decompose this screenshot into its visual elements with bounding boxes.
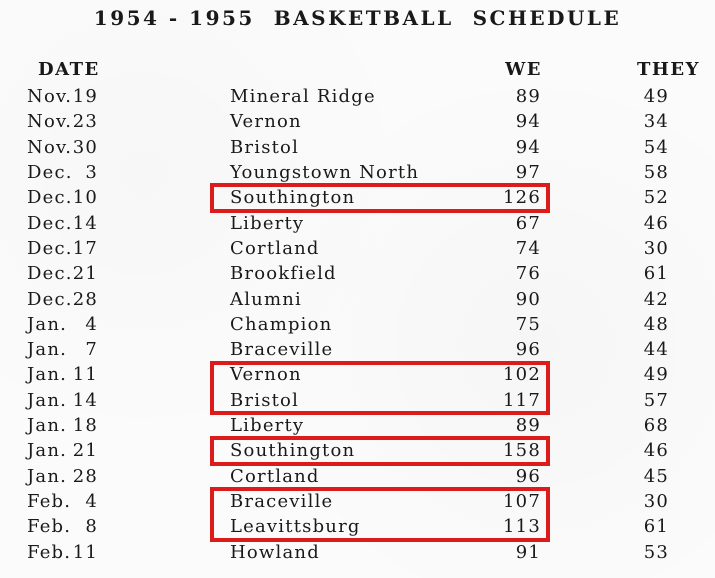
date-month: Jan. [27, 440, 68, 462]
we-score: 75 [515, 313, 541, 335]
schedule-row [0, 438, 715, 463]
schedule-row [0, 135, 715, 160]
they-score: 61 [643, 263, 669, 285]
schedule-row [0, 236, 715, 261]
date-month: Jan. [27, 364, 68, 386]
date-day: 28 [72, 288, 98, 310]
we-score: 89 [515, 86, 541, 107]
date-day: 10 [72, 187, 98, 209]
they-score: 49 [643, 364, 669, 386]
we-score: 94 [515, 136, 541, 158]
we-score: 96 [515, 339, 541, 361]
opponent-name: Champion [230, 313, 333, 335]
they-score: 46 [643, 212, 669, 234]
schedule-row [0, 211, 715, 236]
date-month: Feb. [27, 516, 72, 538]
date-month: Jan. [27, 389, 68, 411]
date-day: 14 [72, 389, 98, 411]
we-score: 102 [503, 364, 541, 386]
they-score: 30 [643, 237, 669, 259]
date-day: 21 [72, 440, 98, 462]
we-score: 96 [515, 465, 541, 487]
opponent-name: Liberty [230, 212, 305, 234]
opponent-name: Brookfield [230, 263, 337, 285]
schedule-row [0, 388, 715, 413]
date-day: 3 [85, 161, 98, 183]
date-month: Jan. [27, 339, 68, 361]
they-score: 54 [643, 136, 669, 158]
date-month: Dec. [27, 212, 73, 234]
schedule-row [0, 464, 715, 489]
opponent-name: Bristol [230, 136, 300, 158]
opponent-name: Bristol [230, 389, 300, 411]
we-score: 107 [503, 491, 541, 512]
they-score: 48 [643, 313, 669, 335]
date-month: Dec. [27, 161, 73, 183]
date-month: Jan. [27, 415, 68, 437]
we-score: 126 [503, 187, 541, 209]
date-month: Nov. [27, 136, 73, 158]
they-score: 68 [643, 415, 669, 437]
schedule-row [0, 514, 715, 539]
date-day: 30 [72, 136, 98, 158]
column-header-we: WE [505, 59, 542, 80]
schedule-row [0, 413, 715, 438]
they-score: 46 [643, 440, 669, 462]
schedule-row [0, 287, 715, 312]
date-day: 11 [72, 364, 98, 386]
they-score: 49 [643, 86, 669, 107]
date-day: 4 [85, 313, 98, 335]
date-month: Nov. [27, 86, 73, 107]
date-day: 18 [72, 415, 98, 437]
date-day: 14 [72, 212, 98, 234]
we-score: 74 [515, 237, 541, 259]
date-month: Feb. [27, 491, 72, 512]
they-score: 58 [643, 161, 669, 183]
we-score: 91 [515, 541, 541, 563]
we-score: 76 [515, 263, 541, 285]
date-day: 19 [72, 86, 98, 107]
they-score: 42 [643, 288, 669, 310]
page-title: 1954 - 1955 BASKETBALL SCHEDULE [93, 6, 622, 30]
they-score: 61 [643, 516, 669, 538]
opponent-name: Cortland [230, 465, 320, 487]
we-score: 94 [515, 111, 541, 133]
table-header-row [0, 57, 715, 83]
we-score: 113 [503, 516, 541, 538]
schedule-rows [0, 84, 715, 566]
schedule-row [0, 84, 715, 109]
date-day: 11 [72, 541, 98, 563]
we-score: 90 [515, 288, 541, 310]
they-score: 30 [643, 491, 669, 512]
schedule-row [0, 160, 715, 185]
schedule-row [0, 540, 715, 565]
date-month: Jan. [27, 313, 68, 335]
opponent-name: Vernon [230, 111, 302, 133]
opponent-name: Vernon [230, 364, 302, 386]
they-score: 53 [643, 541, 669, 563]
date-month: Feb. [27, 541, 72, 563]
schedule-row [0, 337, 715, 362]
date-day: 7 [85, 339, 98, 361]
we-score: 67 [515, 212, 541, 234]
column-header-they: THEY [637, 59, 700, 80]
opponent-name: Cortland [230, 237, 320, 259]
they-score: 57 [643, 389, 669, 411]
date-day: 17 [72, 237, 98, 259]
opponent-name: Leavittsburg [230, 516, 361, 538]
date-month: Nov. [27, 111, 73, 133]
opponent-name: Southington [230, 440, 356, 462]
opponent-name: Howland [230, 541, 320, 563]
date-day: 28 [72, 465, 98, 487]
schedule-row [0, 261, 715, 286]
column-header-date: DATE [38, 59, 100, 80]
we-score: 117 [503, 389, 541, 411]
date-day: 23 [72, 111, 98, 133]
date-day: 21 [72, 263, 98, 285]
opponent-name: Mineral Ridge [230, 86, 376, 107]
they-score: 34 [643, 111, 669, 133]
opponent-name: Liberty [230, 415, 305, 437]
date-month: Dec. [27, 187, 73, 209]
date-day: 8 [85, 516, 98, 538]
schedule-row [0, 312, 715, 337]
they-score: 52 [643, 187, 669, 209]
opponent-name: Braceville [230, 491, 334, 512]
we-score: 158 [503, 440, 541, 462]
date-month: Dec. [27, 288, 73, 310]
schedule-row [0, 362, 715, 387]
opponent-name: Braceville [230, 339, 334, 361]
they-score: 44 [643, 339, 669, 361]
date-month: Jan. [27, 465, 68, 487]
date-day: 4 [85, 491, 98, 512]
opponent-name: Southington [230, 187, 356, 209]
opponent-name: Alumni [230, 288, 302, 310]
opponent-name: Youngstown North [230, 161, 420, 183]
date-month: Dec. [27, 263, 73, 285]
schedule-row [0, 489, 715, 514]
schedule-row [0, 185, 715, 210]
date-month: Dec. [27, 237, 73, 259]
they-score: 45 [643, 465, 669, 487]
we-score: 89 [515, 415, 541, 437]
schedule-row [0, 109, 715, 134]
we-score: 97 [515, 161, 541, 183]
